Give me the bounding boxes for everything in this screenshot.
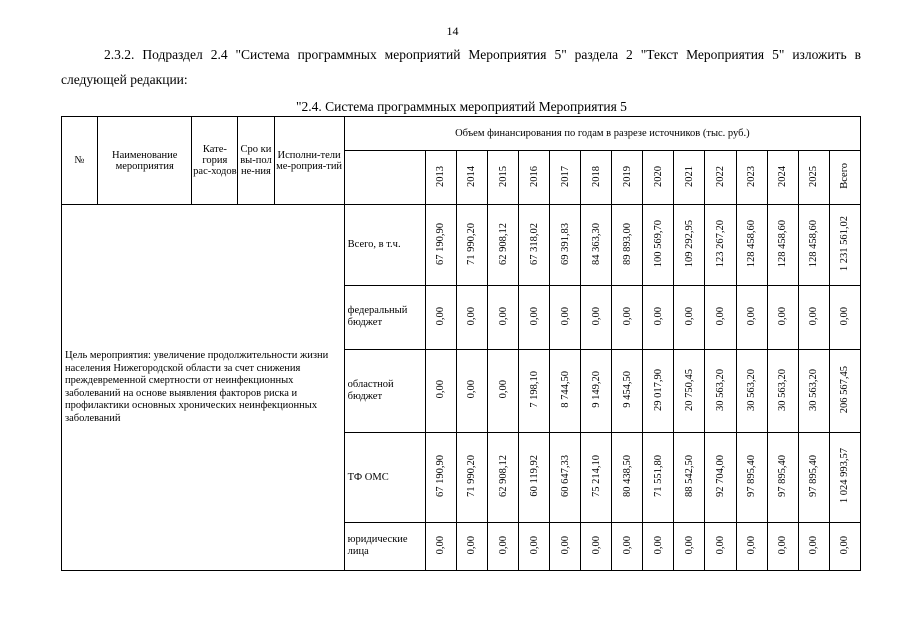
year-header: 2014 [456,151,487,205]
value-cell [519,350,550,433]
year-header: 2019 [612,151,643,205]
header-name: Наименование мероприятия [98,117,192,205]
value-cell [612,285,643,349]
year-header-total: Всего [829,151,860,205]
value-text: 30 563,20 [777,368,789,411]
value-text: 0,00 [528,306,540,326]
value-cell [736,205,767,285]
value-text: 128 458,60 [746,219,758,268]
value-cell [519,205,550,285]
value-text: 0,00 [559,306,571,326]
value-cell [581,350,612,433]
value-text: 0,00 [683,306,695,326]
value-cell [767,350,798,433]
header-executors: Исполни-тели ме-роприя-тий [274,117,344,205]
value-text: 67 318,02 [528,222,540,265]
value-cell [643,350,674,433]
value-cell [519,285,550,349]
value-text: 128 458,60 [777,219,789,268]
value-cell [643,285,674,349]
year-header: 2015 [488,151,519,205]
value-cell [425,285,456,349]
value-text: 92 704,00 [714,455,726,498]
source-cell: юридические лица [344,522,425,570]
value-cell [488,522,519,570]
year-header: 2024 [767,151,798,205]
value-text: 0,00 [839,535,851,555]
value-cell [581,205,612,285]
value-text: 9 149,20 [590,371,602,409]
value-text: 109 292,95 [683,219,695,268]
value-cell [456,433,487,522]
value-text: 0,00 [497,380,509,399]
value-text: 0,00 [497,535,509,555]
value-cell [425,522,456,570]
value-cell [612,433,643,522]
value-cell [425,205,456,285]
goal-cell: Цель мероприятия: увеличение продолжительности жизни населения Нижегородской области за счет снижения преждевременной смертности от неинфекционных заболеваний на основе выявления факторов риска и профилактики основных хронических неинфекционных заболеваний [62,205,345,571]
value-cell [767,205,798,285]
year-header: 2020 [643,151,674,205]
value-text: 128 458,60 [808,219,820,268]
value-text: 0,00 [621,535,633,555]
value-cell [736,285,767,349]
value-text: 0,00 [808,535,820,555]
value-text: 0,00 [683,535,695,555]
value-cell [674,350,705,433]
value-cell [736,433,767,522]
value-text: 9 454,50 [621,371,633,409]
year-header: 2025 [798,151,829,205]
value-cell [581,285,612,349]
value-text: 0,00 [559,535,571,555]
year-header: 2021 [674,151,705,205]
value-text: 0,00 [652,535,664,555]
value-text: 80 438,50 [621,455,633,498]
value-text: 71 990,20 [466,222,478,265]
value-text: 0,00 [652,306,664,326]
value-cell [798,433,829,522]
value-text: 0,00 [466,306,478,326]
value-text: 0,00 [777,535,789,555]
value-text: 71 551,80 [652,455,664,498]
value-text: 0,00 [466,535,478,555]
value-cell [456,350,487,433]
value-text: 0,00 [435,380,447,399]
header-funding: Объем финансирования по годам в разрезе источников (тыс. руб.) [344,117,860,151]
value-cell [550,433,581,522]
year-header: 2023 [736,151,767,205]
value-cell [456,205,487,285]
year-header: 2018 [581,151,612,205]
value-cell [425,350,456,433]
source-cell: федеральный бюджет [344,285,425,349]
page-number: 14 [446,24,459,38]
value-cell [643,433,674,522]
program-table [61,116,861,571]
value-text: 0,00 [528,535,540,555]
header-category: Кате-гория рас-ходов [192,117,238,205]
value-text: 0,00 [590,535,602,555]
value-text: 67 190,90 [435,455,447,498]
value-cell [767,433,798,522]
value-cell [767,522,798,570]
value-text: 0,00 [497,306,509,326]
value-cell [643,205,674,285]
value-text: 75 214,10 [590,455,602,498]
source-cell: Всего, в т.ч. [344,205,425,285]
value-cell [705,350,736,433]
value-cell [550,205,581,285]
value-text: 71 990,20 [466,455,478,498]
value-text: 100 569,70 [652,219,664,268]
value-text: 97 895,40 [746,455,758,498]
value-cell [425,433,456,522]
value-text: 0,00 [621,306,633,326]
value-text: 1 231 561,02 [839,215,851,272]
header-source-empty [344,151,425,205]
year-header: 2016 [519,151,550,205]
value-text: 84 363,30 [590,222,602,265]
source-cell: областной бюджет [344,350,425,433]
value-cell [829,522,860,570]
value-cell [488,285,519,349]
value-cell [581,522,612,570]
value-text: 69 391,83 [559,222,571,265]
value-cell [798,522,829,570]
value-text: 0,00 [466,380,478,399]
value-cell [488,433,519,522]
table-caption: "2.4. Система программных мероприятий Мероприятия 5 [296,99,627,114]
value-text: 30 563,20 [746,368,758,411]
value-text: 89 893,00 [621,222,633,265]
value-text: 0,00 [746,306,758,326]
value-text: 0,00 [590,306,602,326]
value-text: 7 198,10 [528,371,540,409]
value-cell [674,285,705,349]
value-text: 206 567,45 [839,366,851,414]
value-cell [456,285,487,349]
value-text: 67 190,90 [435,222,447,265]
value-text: 29 017,90 [652,368,664,411]
value-text: 60 119,92 [528,455,540,497]
value-cell [829,205,860,285]
value-text: 97 895,40 [777,455,789,498]
value-cell [612,350,643,433]
value-cell [550,350,581,433]
header-num: № [62,117,98,205]
value-cell [612,205,643,285]
value-text: 30 563,20 [714,368,726,411]
value-cell [550,285,581,349]
value-cell [767,285,798,349]
value-cell [798,205,829,285]
value-cell [581,433,612,522]
value-text: 0,00 [435,306,447,326]
value-text: 0,00 [808,306,820,326]
value-text: 8 744,50 [559,371,571,409]
value-cell [736,522,767,570]
intro-paragraph: 2.3.2. Подраздел 2.4 "Система программных мероприятий Мероприятия 5" раздела 2 "Текст Мероприятия 5" изложить в следующей редакции: [61,47,861,87]
value-text: 60 647,33 [559,455,571,498]
header-row-top [62,117,861,151]
value-cell [519,433,550,522]
table-row-total [62,205,861,285]
value-text: 0,00 [746,535,758,555]
value-cell [488,350,519,433]
value-text: 0,00 [714,535,726,555]
value-text: 62 908,12 [497,455,509,498]
value-text: 0,00 [839,306,851,326]
value-text: 0,00 [777,306,789,326]
source-cell: ТФ ОМС [344,433,425,522]
value-text: 62 908,12 [497,222,509,265]
value-text: 88 542,50 [683,455,695,498]
value-cell [674,433,705,522]
value-cell [612,522,643,570]
year-header: 2017 [550,151,581,205]
value-text: 0,00 [435,535,447,555]
value-text: 20 750,45 [683,368,695,411]
value-cell [829,433,860,522]
value-cell [798,350,829,433]
value-cell [736,350,767,433]
value-cell [519,522,550,570]
value-cell [798,285,829,349]
value-text: 123 267,20 [714,219,726,268]
value-cell [488,205,519,285]
value-text: 1 024 993,57 [839,448,851,504]
year-header: 2022 [705,151,736,205]
value-cell [643,522,674,570]
value-cell [550,522,581,570]
header-terms: Сро ки вы-пол не-ния [238,117,274,205]
value-cell [829,285,860,349]
value-text: 30 563,20 [808,368,820,411]
value-cell [674,205,705,285]
value-cell [705,522,736,570]
value-text: 97 895,40 [808,455,820,498]
value-cell [674,522,705,570]
value-cell [705,205,736,285]
value-cell [705,433,736,522]
year-header: 2013 [425,151,456,205]
value-cell [705,285,736,349]
value-cell [456,522,487,570]
value-text: 0,00 [714,306,726,326]
value-cell [829,350,860,433]
